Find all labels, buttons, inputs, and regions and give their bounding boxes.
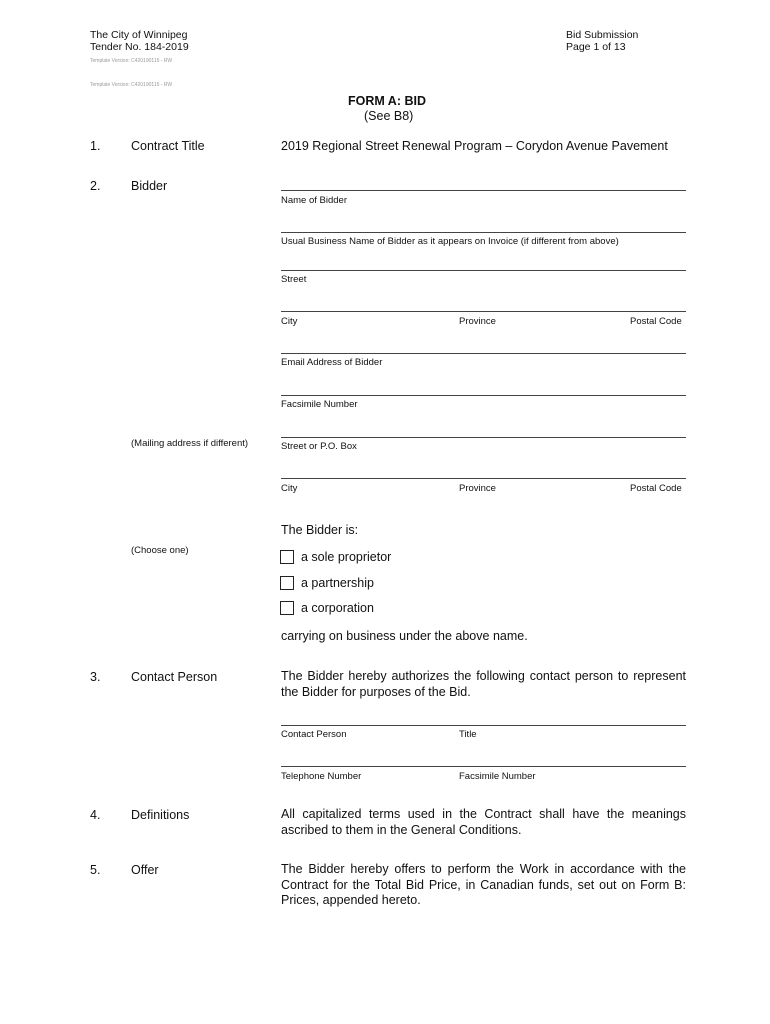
- mailing-address-note: (Mailing address if different): [131, 438, 249, 449]
- section-4-number: 4.: [90, 808, 101, 822]
- header-page-number: Page 1 of 13: [566, 41, 626, 53]
- header-city: The City of Winnipeg: [90, 29, 188, 41]
- mailing-province-label: Province: [459, 483, 496, 494]
- definitions-paragraph: All capitalized terms used in the Contract shall have the meanings ascribed to them in the General Conditions.: [281, 807, 686, 837]
- contact-person-title-field[interactable]: [281, 725, 686, 726]
- sole-proprietor-checkbox[interactable]: [280, 550, 294, 564]
- name-of-bidder-label: Name of Bidder: [281, 195, 348, 206]
- contact-person-label: Contact Person: [281, 729, 347, 740]
- template-version-note-2: Template Version: C420190115 - RW: [90, 82, 173, 88]
- section-3-label: Contact Person: [131, 670, 218, 684]
- section-3-number: 3.: [90, 670, 101, 684]
- form-title: FORM A: BID: [348, 94, 426, 108]
- choose-one-note: (Choose one): [131, 545, 189, 556]
- mailing-city-label: City: [281, 483, 298, 494]
- section-1-number: 1.: [90, 139, 101, 153]
- corporation-checkbox[interactable]: [280, 601, 294, 615]
- province-label: Province: [459, 316, 496, 327]
- template-version-note: Template Version: C420190115 - RW: [90, 58, 173, 64]
- facsimile-label: Facsimile Number: [281, 399, 358, 410]
- telephone-facsimile-field[interactable]: [281, 766, 686, 767]
- street-label: Street: [281, 274, 307, 285]
- postal-code-label: Postal Code: [630, 316, 682, 327]
- form-subtitle: (See B8): [364, 109, 414, 123]
- section-4-label: Definitions: [131, 808, 190, 822]
- contract-title-value: 2019 Regional Street Renewal Program – Corydon Avenue Pavement: [281, 139, 668, 153]
- section-2-number: 2.: [90, 179, 101, 193]
- facsimile-field[interactable]: [281, 395, 686, 396]
- section-1-label: Contract Title: [131, 139, 205, 153]
- city-province-postal-field[interactable]: [281, 311, 686, 312]
- header-bid-submission: Bid Submission: [566, 29, 639, 41]
- carrying-on-business-text: carrying on business under the above name.: [281, 629, 528, 643]
- street-po-box-field[interactable]: [281, 437, 686, 438]
- city-label: City: [281, 316, 298, 327]
- contact-facsimile-label: Facsimile Number: [459, 771, 536, 782]
- title-label: Title: [459, 729, 477, 740]
- mailing-city-province-postal-field[interactable]: [281, 478, 686, 479]
- street-po-box-label: Street or P.O. Box: [281, 441, 357, 452]
- partnership-label: a partnership: [301, 576, 374, 590]
- offer-paragraph: The Bidder hereby offers to perform the Work in accordance with the Contract for the Total Bid Price, in Canadian funds, set out on Form B: Prices, appended hereto.: [281, 862, 686, 907]
- usual-business-name-field[interactable]: [281, 232, 686, 233]
- street-field[interactable]: [281, 270, 686, 271]
- name-of-bidder-field[interactable]: [281, 190, 686, 191]
- section-5-number: 5.: [90, 863, 101, 877]
- contact-person-paragraph: The Bidder hereby authorizes the following contact person to represent the Bidder for purposes of the Bid.: [281, 669, 686, 699]
- email-field[interactable]: [281, 353, 686, 354]
- corporation-label: a corporation: [301, 601, 374, 615]
- mailing-postal-code-label: Postal Code: [630, 483, 682, 494]
- telephone-number-label: Telephone Number: [281, 771, 362, 782]
- sole-proprietor-label: a sole proprietor: [301, 550, 392, 564]
- header-tender-no: Tender No. 184-2019: [90, 41, 189, 53]
- section-5-label: Offer: [131, 863, 159, 877]
- usual-business-name-label: Usual Business Name of Bidder as it appears on Invoice (if different from above): [281, 236, 619, 247]
- partnership-checkbox[interactable]: [280, 576, 294, 590]
- bidder-is-heading: The Bidder is:: [281, 523, 359, 537]
- section-2-label: Bidder: [131, 179, 168, 193]
- email-label: Email Address of Bidder: [281, 357, 383, 368]
